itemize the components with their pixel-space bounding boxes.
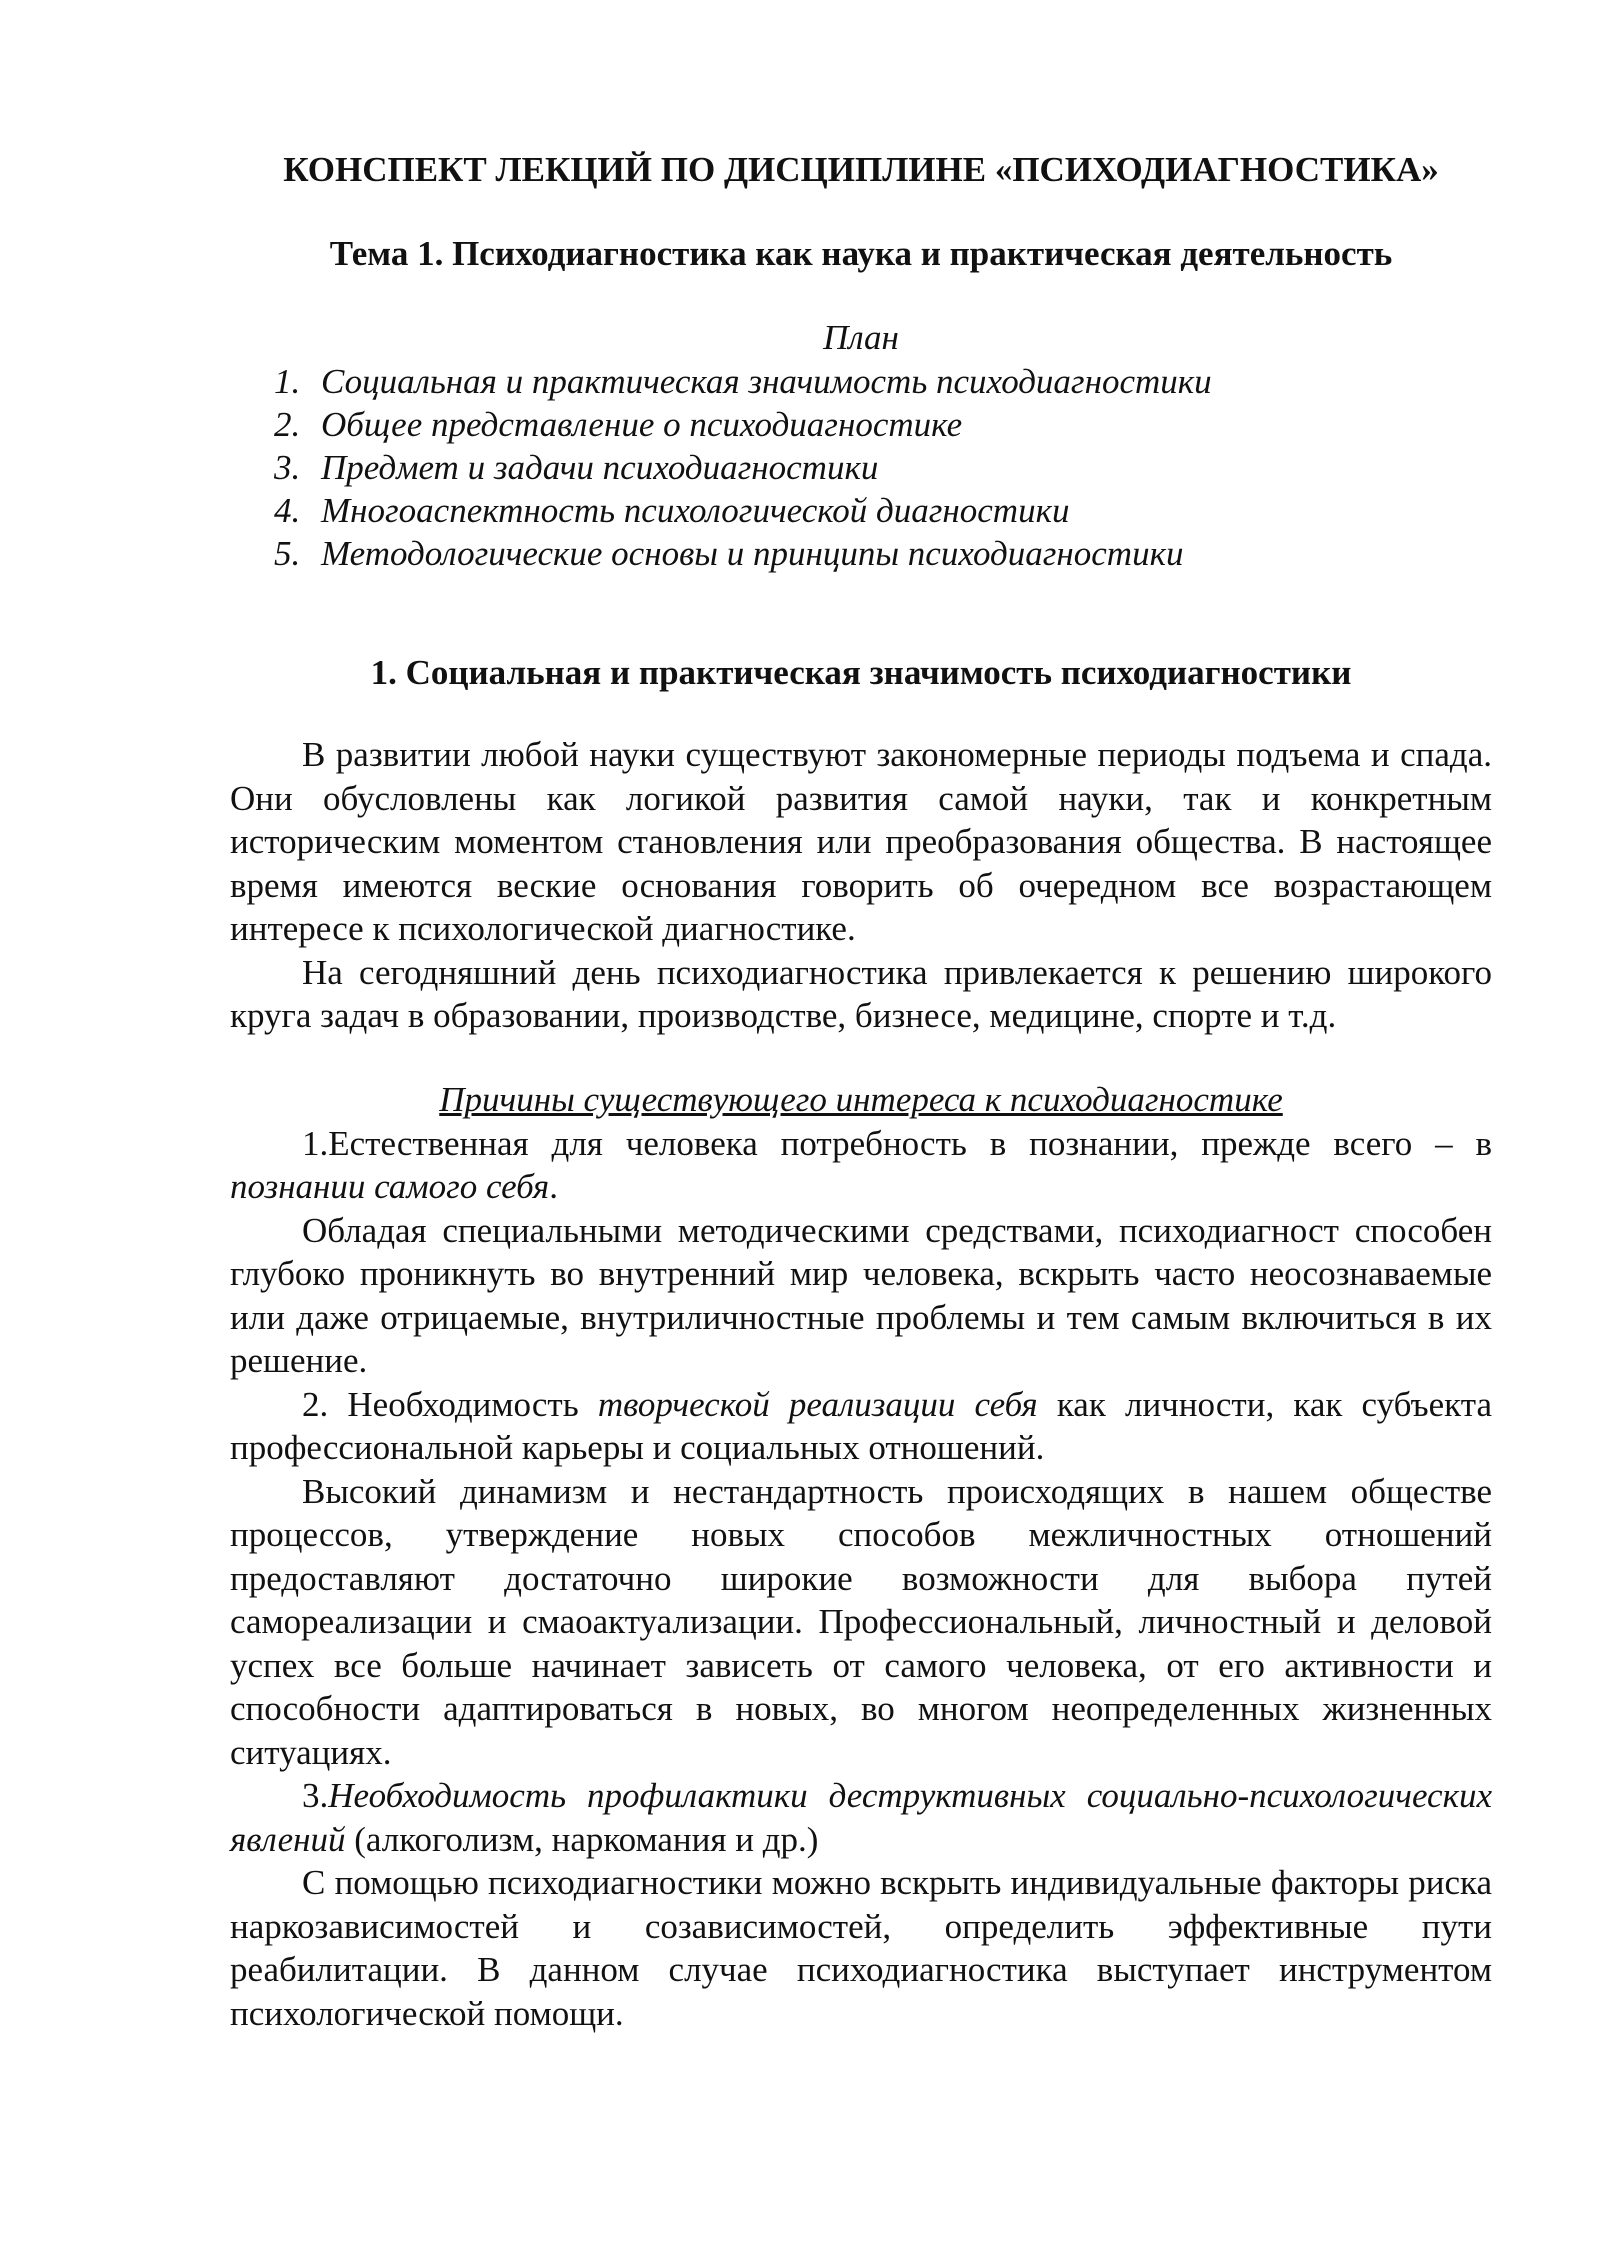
reason-1-tail: .: [549, 1167, 558, 1206]
plan-item-text: Социальная и практическая значимость психодиагностики: [321, 362, 1212, 401]
reason-2-tail: как личности, как субъекта профессиональной карьеры и социальных отношений.: [230, 1384, 1492, 1467]
plan-item-number: 4.: [274, 491, 301, 530]
reason-3-lead: 3.: [302, 1776, 329, 1815]
reason-1-emphasis: познании самого себя: [230, 1167, 550, 1206]
reason-1-explanation: Обладая специальными методическими средствами, психодиагност способен глубоко проникнуть во внутренний мир человека, вскрыть часто неосознаваемые или даже отрицаемые, внутриличностные проблемы и тем самым включиться в их решение.: [230, 1210, 1492, 1380]
plan-heading: План: [823, 318, 899, 357]
plan-item-number: 3.: [274, 448, 301, 487]
reason-3-explanation: С помощью психодиагностики можно вскрыть индивидуальные факторы риска наркозависимостей и созависимостей, определить эффективные пути реабилитации. В данном случае психодиагностика выступает инструментом психологической помощи.: [230, 1863, 1492, 2033]
document-content: [230, 148, 1492, 2035]
plan-item-text: Предмет и задачи психодиагностики: [321, 448, 879, 487]
reason-2-paragraph: [230, 1383, 1492, 1470]
reason-3-paragraph: [230, 1774, 1492, 1861]
plan-item: [274, 532, 1492, 575]
reason-1-paragraph: [230, 1122, 1492, 1209]
plan-item: [274, 360, 1492, 403]
plan-item-number: 5.: [274, 534, 301, 573]
document-title: КОНСПЕКТ ЛЕКЦИЙ ПО ДИСЦИПЛИНЕ «ПСИХОДИАГНОСТИКА»: [283, 150, 1439, 189]
plan-item: [274, 489, 1492, 532]
plan-item-text: Методологические основы и принципы психодиагностики: [321, 534, 1184, 573]
reason-2-emphasis: творческой реализации себя: [597, 1384, 1038, 1424]
plan-item: [274, 446, 1492, 489]
section-heading: 1. Социальная и практическая значимость психодиагностики: [370, 653, 1352, 692]
topic-title: Тема 1. Психодиагностика как наука и практическая деятельность: [329, 234, 1393, 273]
reason-2-explanation: Высокий динамизм и нестандартность происходящих в нашем обществе процессов, утверждение новых способов межличностных отношений предоставляют достаточно широкие возможности для выбора путей самореализации и смаоактуализации. Профессиональный, личностный и деловой успех все больше начинает зависеть от самого человека, от его активности и способности адаптироваться в новых, во многом неопределенных жизненных ситуациях.: [230, 1471, 1492, 1772]
reason-2-lead: 2. Необходимость: [302, 1384, 598, 1424]
plan-item: [274, 403, 1492, 446]
reasons-heading: Причины существующего интереса к психодиагностике: [439, 1079, 1283, 1119]
plan-item-number: 1.: [274, 362, 301, 401]
reason-3-tail: (алкоголизм, наркомания и др.): [345, 1819, 819, 1859]
plan-list: [230, 360, 1492, 575]
reason-1-lead: 1.Естественная для человека потребность в познании, прежде всего – в: [302, 1123, 1492, 1163]
plan-item-text: Многоаспектность психологической диагностики: [321, 491, 1070, 530]
plan-item-number: 2.: [274, 405, 301, 444]
plan-item-text: Общее представление о психодиагностике: [321, 405, 963, 444]
reason-3-emphasis: Необходимость профилактики деструктивных социально-психологических явлений: [230, 1776, 1492, 1859]
section-paragraph-1: В развитии любой науки существуют закономерные периоды подъема и спада. Они обусловлены как логикой развития самой науки, так и конкретным историческим моментом становления или преобразования общества. В настоящее время имеются веские основания говорить об очередном все возрастающем интересе к психологической диагностике.: [230, 735, 1492, 948]
section-paragraph-2: На сегодняшний день психодиагностика привлекается к решению широкого круга задач в образовании, производстве, бизнесе, медицине, спорте и т.д.: [230, 952, 1492, 1035]
